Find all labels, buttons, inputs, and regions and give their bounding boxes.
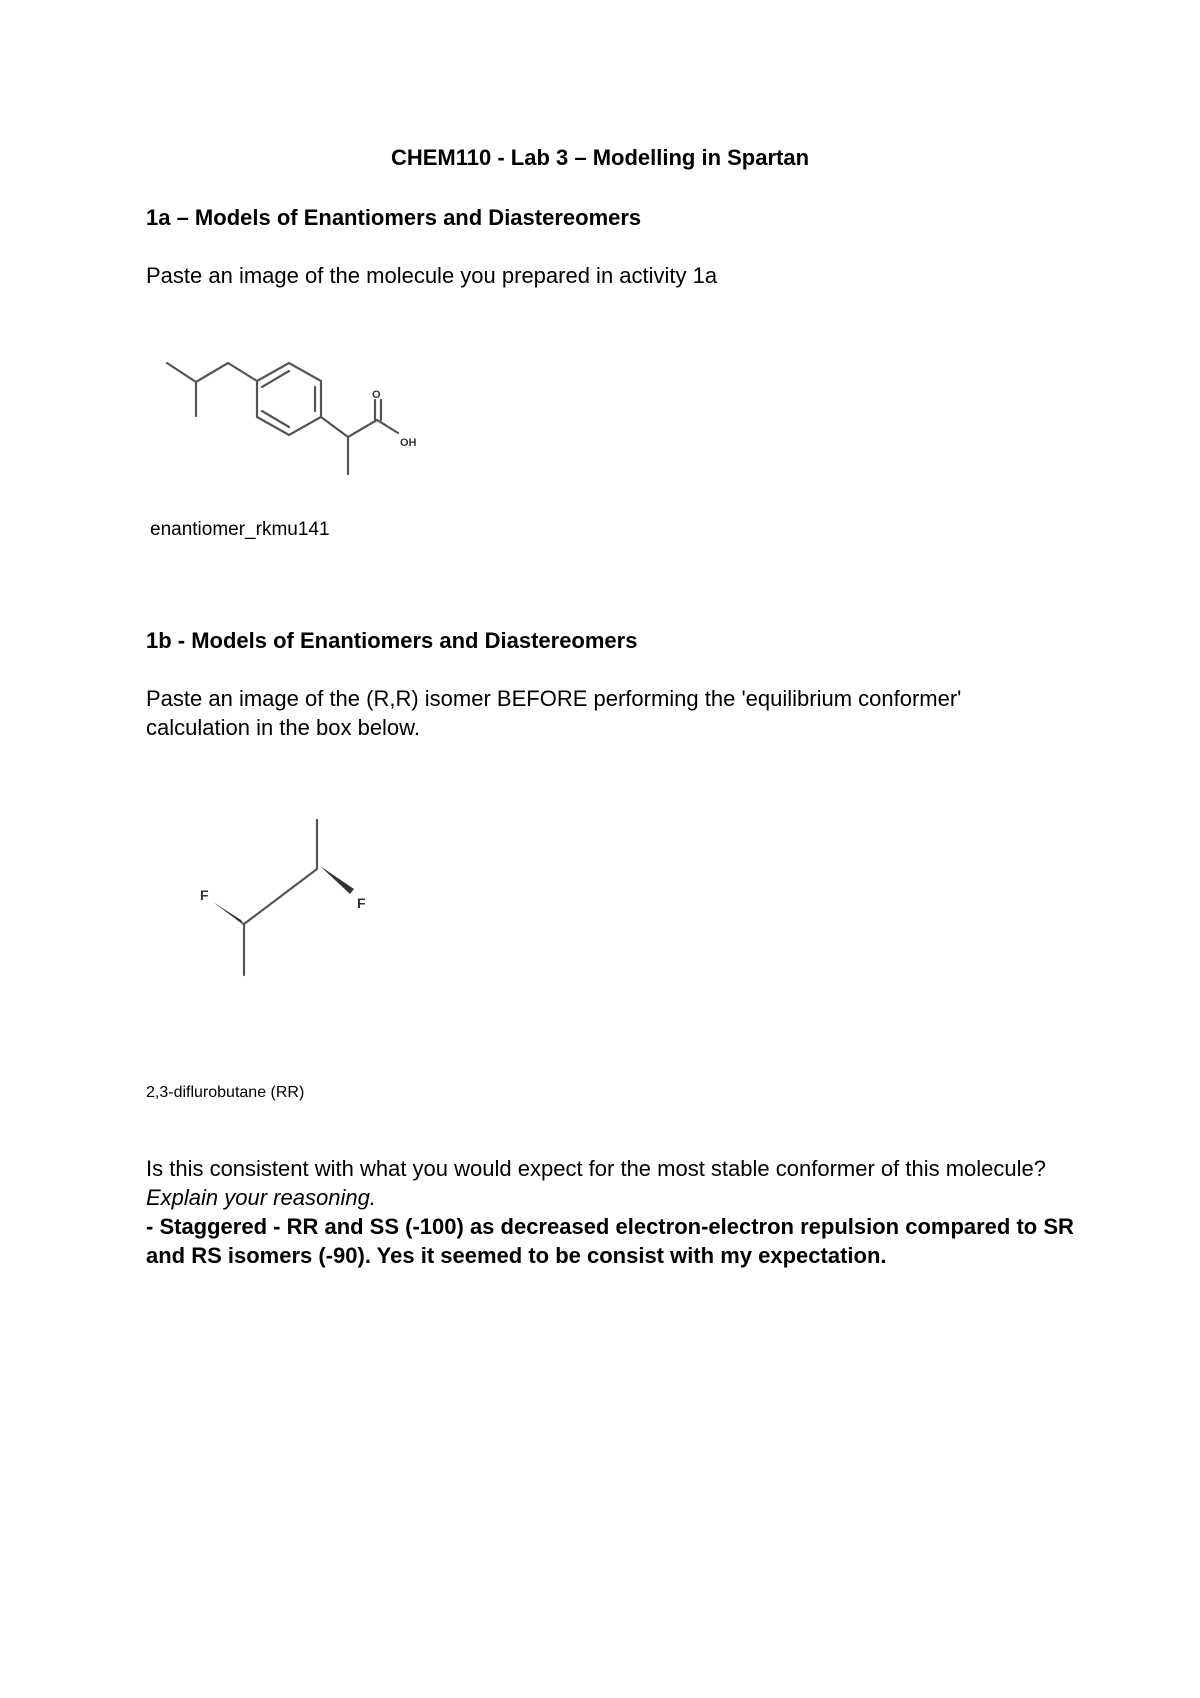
answer-text: - Staggered - RR and SS (-100) as decreased electron-electron repulsion compared to SR and RS isomers (-90). Yes it seemed to be consist with my expectation. — [146, 1214, 1074, 1268]
molecule-1a-image — [150, 345, 440, 485]
section-1b-heading: 1b - Models of Enantiomers and Diastereomers — [146, 628, 638, 653]
question-text: Is this consistent with what you would expect for the most stable conformer of this molecule? — [146, 1156, 1046, 1181]
document-title: CHEM110 - Lab 3 – Modelling in Spartan — [390, 145, 810, 170]
oxygen-label: O — [372, 389, 381, 401]
question-paragraph — [146, 1154, 1066, 1212]
section-1a-instruction: Paste an image of the molecule you prepared in activity 1a — [146, 263, 718, 288]
molecule-1b-caption: 2,3-diflurobutane (RR) — [146, 1084, 305, 1101]
section-1a-heading: 1a – Models of Enantiomers and Diastereomers — [146, 205, 642, 230]
fluorine-right-label: F — [357, 895, 366, 911]
fluorine-left-label: F — [200, 887, 209, 903]
question-emphasis: Explain your reasoning. — [146, 1185, 376, 1210]
hydroxyl-label: OH — [400, 437, 417, 449]
molecule-1b-image — [190, 805, 380, 990]
section-1b-instruction: Paste an image of the (R,R) isomer BEFORE performing the 'equilibrium conformer' calculation in the box below. — [146, 686, 962, 740]
molecule-1a-caption: enantiomer_rkmu141 — [150, 519, 330, 540]
